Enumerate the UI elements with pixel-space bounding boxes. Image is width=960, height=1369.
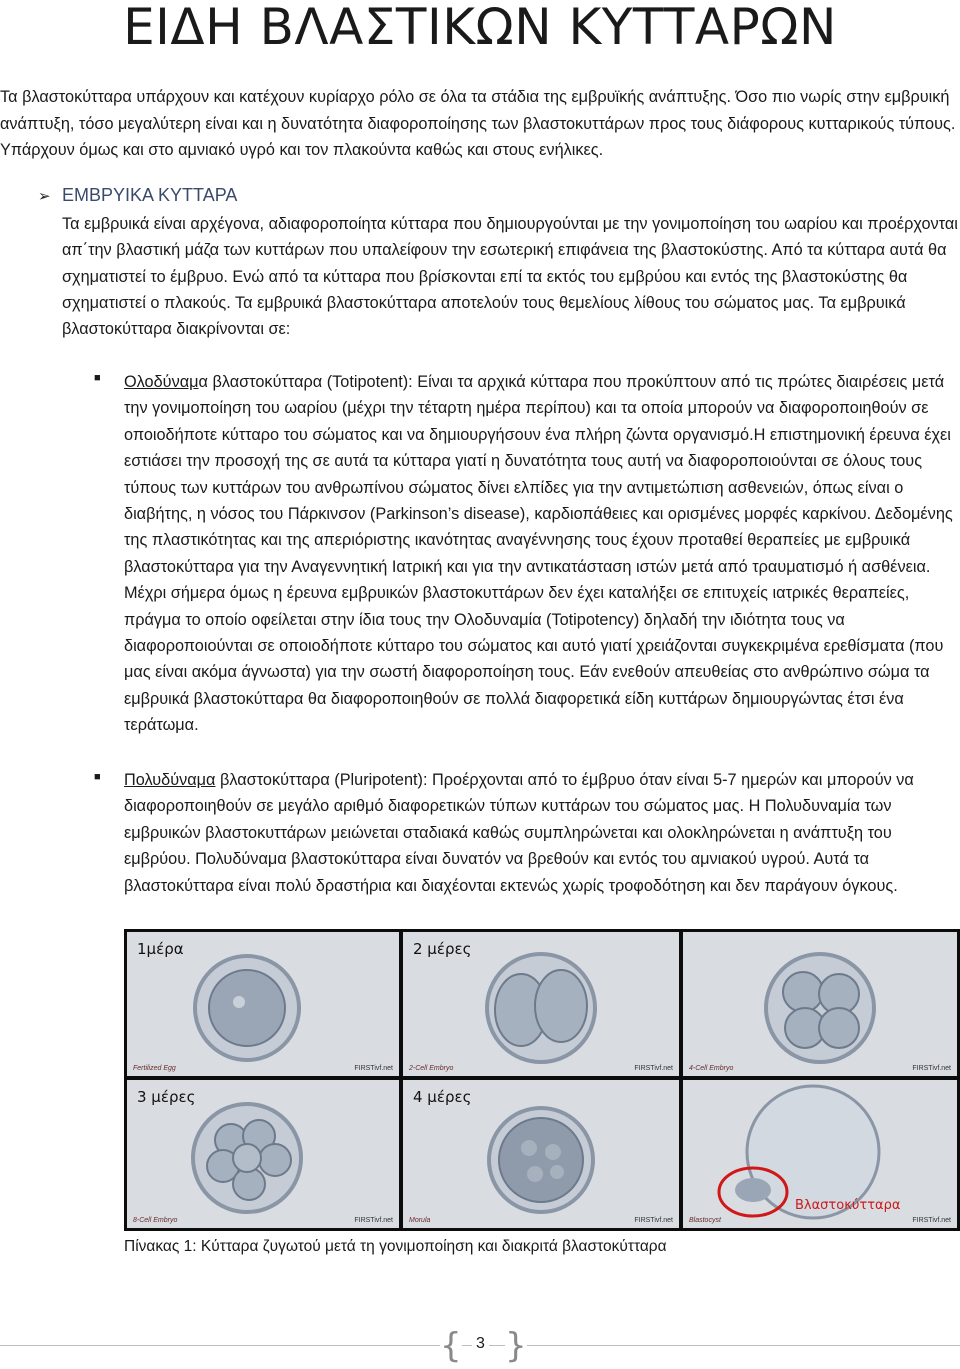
panel-caption: 4-Cell Embryo bbox=[689, 1065, 734, 1072]
panel-caption: 2-Cell Embryo bbox=[409, 1065, 454, 1072]
panel-caption: Morula bbox=[409, 1217, 431, 1224]
embryo-panel-6 bbox=[683, 1080, 957, 1228]
panel-source: FIRSTivf.net bbox=[912, 1065, 951, 1072]
term-totipotent: Ολοδύναμ bbox=[124, 373, 199, 391]
page-footer bbox=[0, 1325, 960, 1369]
section-body: Τα εμβρυικά είναι αρχέγονα, αδιαφοροποίητα κύτταρα που δημιουργούνται με την γονιμοποίηση του ωαρίου και προέρχονται απ΄την βλαστική μάζα των κυττάρων που υπαλείφουν την εσωτερική επιφάνεια της βλαστοκύστης. Από τα κύτταρα αυτά θα σχηματιστεί το έμβρυο. Ενώ από τα κύτταρα που βρίσκονται επί τα εκτός του εμβρύου και εντός της βλαστοκύστης θα σχηματιστεί ο πλακούς. Τα εμβρυικά βλαστοκύτταρα αποτελούν τους θεμελίους λίθους του σώματος μας. Τα εμβρυικά βλαστοκύτταρα διακρίνονται σε: bbox=[62, 215, 958, 339]
term-pluripotent: Πολυδύναμα bbox=[124, 771, 216, 789]
panel-label: Βλαστοκύτταρα bbox=[795, 1198, 901, 1213]
embryo-panel-4 bbox=[127, 1080, 399, 1228]
panel-source: FIRSTivf.net bbox=[354, 1065, 393, 1072]
figure-caption: Πίνακας 1: Κύτταρα ζυγωτού μετά τη γονιμοποίηση και διακριτά βλαστοκύτταρα bbox=[124, 1238, 667, 1255]
bullet-pluripotent bbox=[124, 767, 960, 899]
embryo-panel-3 bbox=[683, 932, 957, 1076]
panel-caption: Blastocyst bbox=[689, 1217, 721, 1224]
bullet-totipotent-text: α βλαστοκύτταρα (Totipotent): Είναι τα αρχικά κύτταρα που προκύπτουν από τις πρώτες διαιρέσεις μετά την γονιμοποίηση του ωαρίου (μέχρι την τέταρτη ημέρα περίπου) και τα οποία μπορούν να διαφοροποιηθούν σε οποιοδήποτε κύτταρο του σώματος και να δημιουργήσουν ένα πλήρη ζώντα οργανισμό.Η επιστημονική έρευνα έχει εστιάσει την προσοχή της σε αυτά τα κύτταρα γιατί η δυνατότητα τους αυτή να διαφοροποιούνται σε όλους τους τύπους των κυττάρων του ανθρωπίνου σώματος δίνει ελπίδες για την αντιμετώπιση ασθενειών, όπως είναι ο διαβήτης, η νόσος του Πάρκινσον (Parkinson’s disease), καρδιοπάθειες και ορισμένες μορφές καρκίνου. Δεδομένης της πλαστικότητας και της απεριόριστης ικανότητας αναγέννησης τους έχουν προταθεί θεραπείες με εμβρυικά βλαστοκύτταρα για την Αναγεννητική Ιατρική και για την αντικατάσταση ιστών μετά από τραυματισμό ή ασθένεια. Μέχρι σήμερα όμως η έρευνα εμβρυικών βλαστοκυττάρων δεν έχει καταλήξει σε επιτυχείς ιατρικές θεραπείες, πράγμα το οποίο οφείλεται στην ίδια τους την Ολοδυναμία (Totipotency) δηλαδή την ιδιότητα τους να διαφοροποιούνται σε οποιοδήποτε κύτταρο του σώματος και αυτό γιατί χρειάζονται συγκεκριμένα ερεθίσματα (που μας είναι ακόμα άγνωστα) για την σωστή διαφοροποίηση τους. Εάν ενεθούν απευθείας στο ανθρώπινο σώμα τα εμβρυικά βλαστοκύτταρα θα διαφοροποιηθούν σε πολλά διαφορετικά είδη κυττάρων δημιουργώντας έτσι ένα τεράτωμα. bbox=[124, 373, 953, 735]
section-heading bbox=[38, 181, 237, 211]
embryo-stages-figure bbox=[124, 929, 960, 1231]
panel-caption: Fertilized Egg bbox=[133, 1065, 176, 1072]
panel-source: FIRSTivf.net bbox=[912, 1217, 951, 1224]
open-brace-icon: { bbox=[440, 1326, 462, 1366]
arrow-bullet-icon: ➢ bbox=[38, 188, 51, 205]
panel-source: FIRSTivf.net bbox=[634, 1217, 673, 1224]
panel-caption: 8-Cell Embryo bbox=[133, 1217, 178, 1224]
square-bullet-icon: ■ bbox=[94, 771, 101, 783]
panel-label: 1μέρα bbox=[137, 940, 184, 958]
panel-source: FIRSTivf.net bbox=[634, 1065, 673, 1072]
panel-label: 2 μέρες bbox=[413, 940, 472, 958]
embryo-panel-5 bbox=[403, 1080, 679, 1228]
square-bullet-icon: ■ bbox=[94, 372, 101, 384]
panel-source: FIRSTivf.net bbox=[354, 1217, 393, 1224]
bullet-totipotent bbox=[124, 369, 960, 739]
embryo-panel-2 bbox=[403, 932, 679, 1076]
page-title: ΕΙΔΗ ΒΛΑΣΤΙΚΩΝ ΚΥΤΤΑΡΩΝ bbox=[123, 0, 837, 56]
panel-label: 4 μέρες bbox=[413, 1088, 472, 1106]
page-number: 3 bbox=[472, 1335, 489, 1353]
intro-paragraph: Τα βλαστοκύτταρα υπάρχουν και κατέχουν κυρίαρχο ρόλο σε όλα τα στάδια της εμβρυϊκής ανάπτυξης. Όσο πιο νωρίς στην εμβρυική ανάπτυξη, τόσο μεγαλύτερη είναι και η δυνατότητα διαφοροποίησης των βλαστοκυττάρων προς τους διάφορους κυτταρικούς τύπους. Υπάρχουν όμως και στο αμνιακό υγρό και τον πλακούντα καθώς και στους ενήλικες. bbox=[0, 88, 956, 159]
close-brace-icon: } bbox=[505, 1326, 527, 1366]
bullet-pluripotent-text: βλαστοκύτταρα (Pluripotent): Προέρχονται από το έμβρυο όταν είναι 5-7 ημερών και μπορούν να διαφοροποιηθούν σε μεγάλο αριθμό διαφορετικών τύπων κυττάρων του σώματος μας. Η Πολυδυναμία των εμβρυικών βλαστοκυττάρων μειώνεται σταδιακά καθώς συμπληρώνεται και ολοκληρώνεται η ανάπτυξη του εμβρύου. Πολυδύναμα βλαστοκύτταρα είναι δυνατόν να βρεθούν και εντός του αμνιακού υγρού. Αυτά τα βλαστοκύτταρα είναι πολύ δραστήρια και διαχέονται εκτενώς χωρίς τροφοδότηση και δεν παράγουν όγκους. bbox=[124, 771, 914, 895]
embryo-image bbox=[683, 932, 957, 1076]
panel-label: 3 μέρες bbox=[137, 1088, 196, 1106]
embryo-panel-1 bbox=[127, 932, 399, 1076]
section-heading-text: ΕΜΒΡΥΙΚΑ ΚΥΤΤΑΡΑ bbox=[62, 185, 238, 205]
